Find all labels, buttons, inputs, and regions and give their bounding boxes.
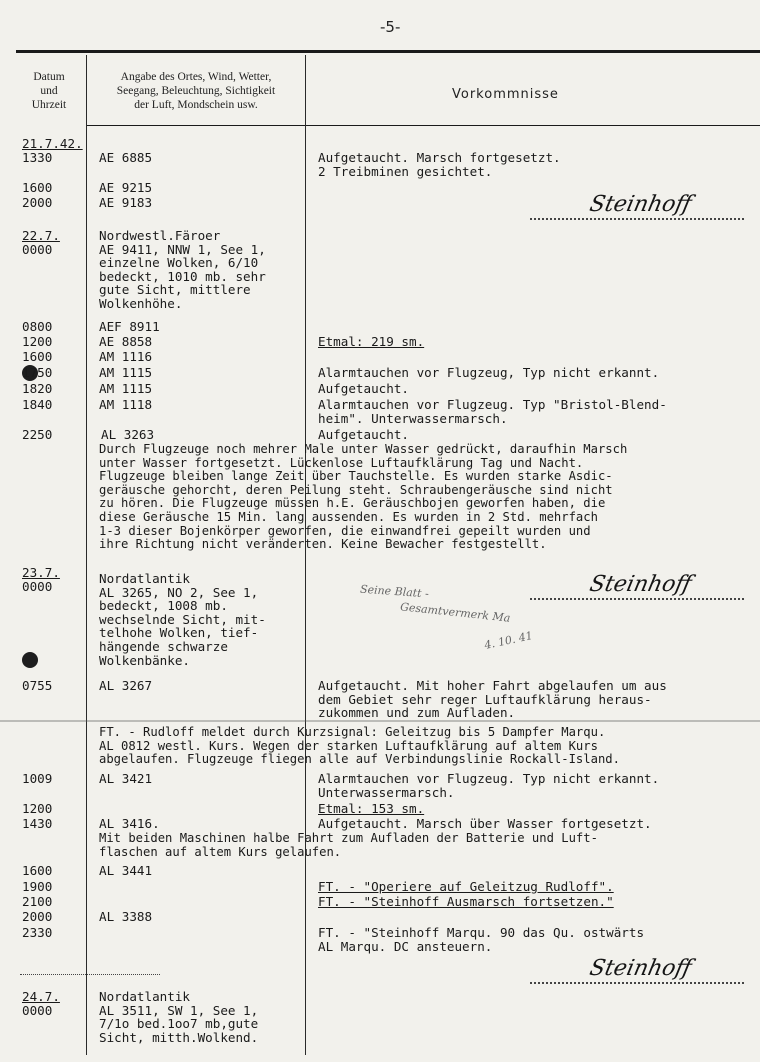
pencil-note: 4. 10. 41 <box>483 629 534 652</box>
position-cell: AL 3416. <box>99 816 160 831</box>
position-cell: AEF 8911 <box>99 319 160 334</box>
page-number: -5- <box>380 18 401 36</box>
time-cell: 2250 <box>22 427 53 442</box>
ft-rudloff-message: FT. - Rudloff meldet durch Kurzsignal: Geleitzug bis 5 Dampfer Marqu. AL 0812 westl. Kurs. Wegen der starken Luftaufklärung auf altem Kurs abgelaufen. Flugzeuge fliegen alle auf Verbindungslinie Rockall-Island. <box>99 725 620 767</box>
commander-signature: Steinhoff <box>587 192 694 217</box>
event-cell: Aufgetaucht. <box>318 381 409 396</box>
time-cell: 1600 <box>22 863 53 878</box>
signature-dots <box>530 218 744 220</box>
event-cell: Etmal: 153 sm. <box>318 801 425 816</box>
position-cell: AM 1115 <box>99 365 153 380</box>
event-cell: Alarmtauchen vor Flugzeug. Typ nicht erkannt. Unterwassermarsch. <box>318 771 660 800</box>
pencil-note: Seine Blatt - <box>359 582 430 601</box>
pencil-note: Gesamtvermerk Ma <box>399 600 511 625</box>
time-cell: 1200 <box>22 334 53 349</box>
position-weather-cell: Nordatlantik AL 3511, SW 1, See 1, 7/1o bed.1oo7 mb,gute Sicht, mitth.Wolkend. <box>99 989 259 1045</box>
time-cell: 2000 <box>22 195 53 210</box>
time-cell: 2100 <box>22 894 53 909</box>
time-cell: 0800 <box>22 319 53 334</box>
commander-signature: Steinhoff <box>587 572 694 597</box>
position-weather-cell: Nordwestl.Färoer AE 9411, NNW 1, See 1, einzelne Wolken, 6/10 bedeckt, 1010 mb. sehr gute Sicht, mittlere Wolkenhöhe. <box>99 228 266 311</box>
event-cell: Aufgetaucht. Mit hoher Fahrt abgelaufen um aus dem Gebiet sehr reger Luftaufklärung heraus- zukommen und zum Aufladen. <box>318 678 667 721</box>
top-rule <box>16 50 760 53</box>
time-cell: 1430 <box>22 816 53 831</box>
event-cell: Etmal: 219 sm. <box>318 334 425 349</box>
date-23-7: 23.7. <box>22 565 60 580</box>
time-cell: 0000 <box>22 1003 53 1018</box>
header-bottom-rule <box>86 125 760 126</box>
event-cell: Alarmtauchen vor Flugzeug. Typ "Bristol-Blend- heim". Unterwassermarsch. <box>318 397 667 426</box>
commander-signature: Steinhoff <box>587 956 694 981</box>
position-cell: AE 6885 <box>99 150 153 165</box>
time-cell: 0000 <box>22 579 53 594</box>
position-cell: AL 3267 <box>99 678 153 693</box>
date-21-7-42: 21.7.42. <box>22 136 83 151</box>
narrative-23-7: Mit beiden Maschinen halbe Fahrt zum Aufladen der Batterie und Luft- flaschen auf altem Kurs gelaufen. <box>99 831 598 859</box>
time-cell: 1750 <box>22 365 53 380</box>
event-cell: Aufgetaucht. Marsch über Wasser fortgesetzt. <box>318 816 652 831</box>
narrative-22-7: Durch Flugzeuge noch mehrer Male unter Wasser gedrückt, daraufhin Marsch unter Wasser fortgesetzt. Lückenlose Luftaufklärung Tag und Nacht. Flugzeuge bleiben lange Zeit über Tauchstelle. Es wurden starke Asdic- geräusche gehorcht, deren Peilung steht. Schraubengeräusche sind nicht zu hören. Die Flugzeuge müssen h.E. Geräuschbojen geworfen haben, die diese Geräusche 15 Min. lang aussenden. Es wurden in 2 Std. mehrfach 1-3 dieser Bojenkörper geworfen, die einwandfrei gepeilt wurden und ihre Richtung nicht veränderten. Keine Bewacher festgestellt. <box>99 442 628 552</box>
paper-fold <box>0 720 760 722</box>
position-cell: AL 3421 <box>99 771 153 786</box>
column-divider-1 <box>86 55 87 1055</box>
time-cell: 1820 <box>22 381 53 396</box>
event-cell: FT. - "Steinhoff Marqu. 90 das Qu. ostwärts AL Marqu. DC ansteuern. <box>318 925 645 954</box>
position-cell: AM 1116 <box>99 349 153 364</box>
position-cell: AM 1118 <box>99 397 153 412</box>
event-cell: Alarmtauchen vor Flugzeug, Typ nicht erkannt. <box>318 365 660 380</box>
time-cell: 1600 <box>22 180 53 195</box>
time-cell: 1600 <box>22 349 53 364</box>
position-cell: AE 9183 <box>99 195 153 210</box>
position-weather-cell: Nordatlantik AL 3265, NO 2, See 1, bedeckt, 1008 mb. wechselnde Sicht, mit- telhohe Wolken, tief- hängende schwarze Wolkenbänke. <box>99 571 266 668</box>
position-cell: AL 3388 <box>99 909 153 924</box>
event-cell: FT. - "Steinhoff Ausmarsch fortsetzen." <box>318 894 614 909</box>
time-cell: 0755 <box>22 678 53 693</box>
time-cell: 1009 <box>22 771 53 786</box>
header-events: Vorkommnisse <box>452 87 559 102</box>
date-22-7: 22.7. <box>22 228 60 243</box>
time-cell: 1840 <box>22 397 53 412</box>
ink-blot <box>22 652 38 668</box>
position-cell: AL 3263 <box>101 427 155 442</box>
event-cell: FT. - "Operiere auf Geleitzug Rudloff". <box>318 879 614 894</box>
time-cell: 1200 <box>22 801 53 816</box>
position-cell: AE 9215 <box>99 180 153 195</box>
time-cell: 2330 <box>22 925 53 940</box>
event-cell: Aufgetaucht. Marsch fortgesetzt. 2 Treibminen gesichtet. <box>318 150 561 179</box>
signature-dots <box>530 982 744 984</box>
event-cell: Aufgetaucht. <box>318 427 409 442</box>
position-cell: AE 8858 <box>99 334 153 349</box>
position-cell: AM 1115 <box>99 381 153 396</box>
signature-dots <box>530 598 744 600</box>
position-cell: AL 3441 <box>99 863 153 878</box>
header-date-time: Datum und Uhrzeit <box>31 71 67 111</box>
time-cell: 1330 <box>22 150 53 165</box>
header-location-weather: Angabe des Ortes, Wind, Wetter, Seegang, Beleuchtung, Sichtigkeit der Luft, Mondschein usw. <box>116 71 276 111</box>
time-cell: 1900 <box>22 879 53 894</box>
column-divider-2 <box>305 55 306 1055</box>
date-24-7: 24.7. <box>22 989 60 1004</box>
time-cell: 2000 <box>22 909 53 924</box>
separator-dots <box>20 974 160 975</box>
time-cell: 0000 <box>22 242 53 257</box>
